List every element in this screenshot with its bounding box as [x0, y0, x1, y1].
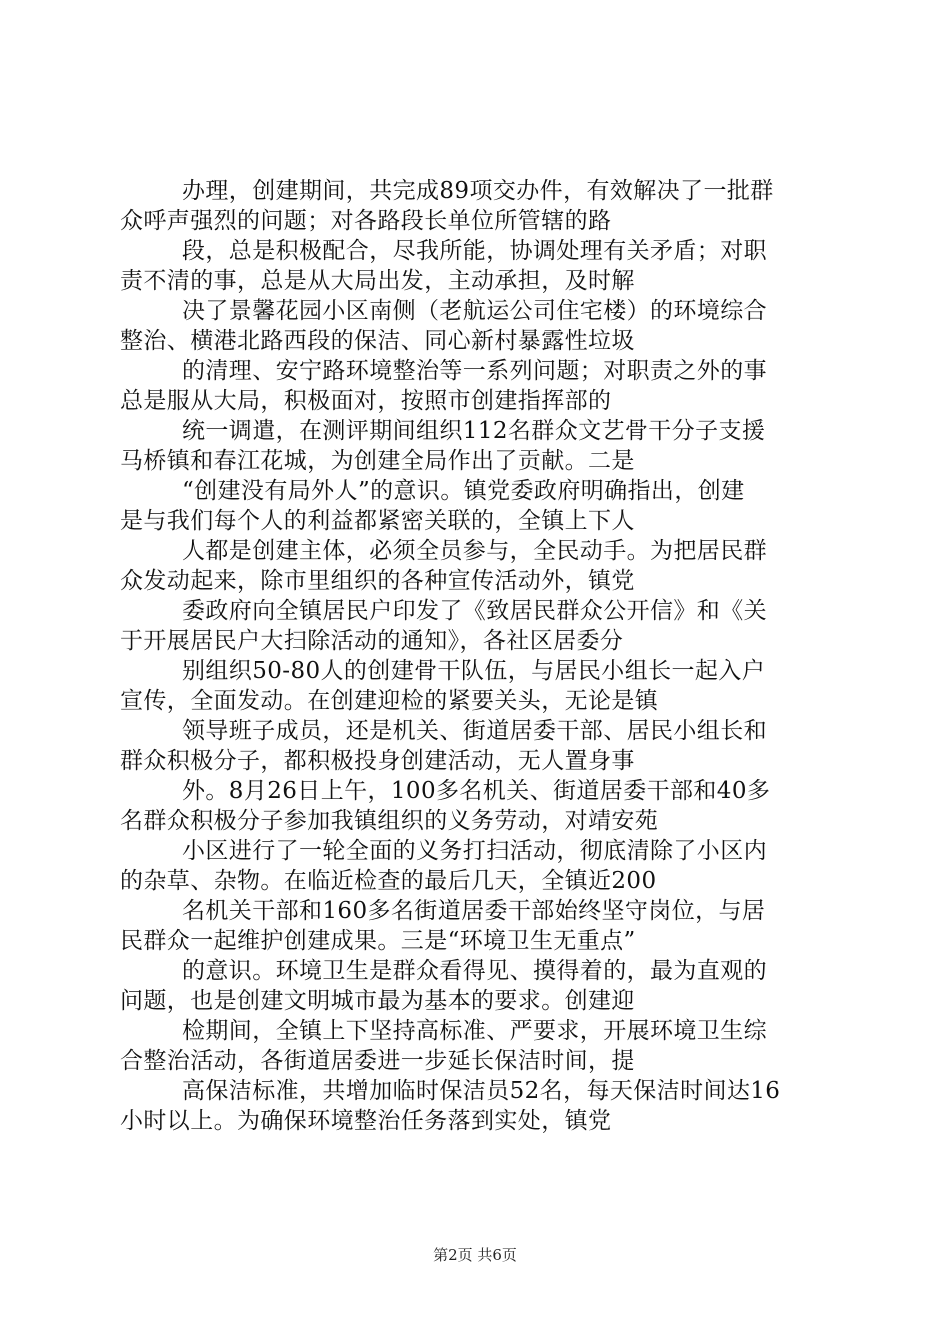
- paragraph-6: [120, 476, 840, 536]
- paragraph-line: 总是服从大局，积极面对，按照市创建指挥部的: [120, 388, 612, 414]
- paragraph-line: 名机关干部和160多名街道居委干部始终坚守岗位，与居: [182, 898, 766, 924]
- paragraph-14: [120, 956, 840, 1016]
- paragraph-line: 整治、横港北路西段的保洁、同心新村暴露性垃圾: [120, 328, 635, 354]
- paragraph-line: 问题，也是创建文明城市最为基本的要求。创建迎: [120, 988, 635, 1014]
- paragraph-line: 责不清的事，总是从大局出发，主动承担，及时解: [120, 268, 635, 294]
- document-body: [120, 176, 840, 1136]
- paragraph-2: [120, 236, 840, 296]
- paragraph-line: 众呼声强烈的问题；对各路段长单位所管辖的路: [120, 208, 612, 234]
- paragraph-line: 群众积极分子，都积极投身创建活动，无人置身事: [120, 748, 635, 774]
- paragraph-line: 人都是创建主体，必须全员参与，全民动手。为把居民群: [182, 538, 767, 564]
- paragraph-15: [120, 1016, 840, 1076]
- paragraph-line: 的杂草、杂物。在临近检查的最后几天，全镇近200: [120, 868, 657, 894]
- paragraph-line: 检期间，全镇上下坚持高标准、严要求，开展环境卫生综: [182, 1018, 767, 1044]
- paragraph-line: 的清理、安宁路环境整治等一系列问题；对职责之外的事: [182, 358, 767, 384]
- paragraph-line: 是与我们每个人的利益都紧密关联的，全镇上下人: [120, 508, 635, 534]
- paragraph-line: 别组织50-80人的创建骨干队伍，与居民小组长一起入户: [182, 658, 766, 684]
- paragraph-4: [120, 356, 840, 416]
- paragraph-11: [120, 776, 840, 836]
- paragraph-line: 统一调遣，在测评期间组织112名群众文艺骨干分子支援: [182, 418, 766, 444]
- paragraph-line: 外。8月26日上午，100多名机关、街道居委干部和40多: [182, 778, 771, 804]
- paragraph-10: [120, 716, 840, 776]
- paragraph-line: 宣传，全面发动。在创建迎检的紧要关头，无论是镇: [120, 688, 659, 714]
- paragraph-8: [120, 596, 840, 656]
- paragraph-line: 决了景馨花园小区南侧（老航运公司住宅楼）的环境综合: [182, 298, 767, 324]
- paragraph-line: 领导班子成员，还是机关、街道居委干部、居民小组长和: [182, 718, 767, 744]
- paragraph-line: 合整治活动，各街道居委进一步延长保洁时间，提: [120, 1048, 635, 1074]
- paragraph-9: [120, 656, 840, 716]
- paragraph-line: 马桥镇和春江花城，为创建全局作出了贡献。二是: [120, 448, 635, 474]
- paragraph-line: 委政府向全镇居民户印发了《致居民群众公开信》和《关: [182, 598, 767, 624]
- paragraph-line: 段，总是积极配合，尽我所能，协调处理有关矛盾；对职: [182, 238, 767, 264]
- paragraph-16: [120, 1076, 840, 1136]
- paragraph-1: [120, 176, 840, 236]
- paragraph-line: 名群众积极分子参加我镇组织的义务劳动，对靖安苑: [120, 808, 659, 834]
- paragraph-5: [120, 416, 840, 476]
- paragraph-line: 小时以上。为确保环境整治任务落到实处，镇党: [120, 1108, 612, 1134]
- paragraph-line: 办理，创建期间，共完成89项交办件，有效解决了一批群: [182, 178, 774, 204]
- paragraph-line: 众发动起来，除市里组织的各种宣传活动外，镇党: [120, 568, 635, 594]
- paragraph-line: “创建没有局外人”的意识。镇党委政府明确指出，创建: [182, 478, 745, 504]
- paragraph-line: 的意识。环境卫生是群众看得见、摸得着的，最为直观的: [182, 958, 767, 984]
- paragraph-13: [120, 896, 840, 956]
- paragraph-3: [120, 296, 840, 356]
- page-number-footer: 第2页 共6页: [433, 1246, 517, 1264]
- paragraph-line: 高保洁标准，共增加临时保洁员52名，每天保洁时间达16: [182, 1078, 781, 1104]
- paragraph-line: 小区进行了一轮全面的义务打扫活动，彻底清除了小区内: [182, 838, 767, 864]
- paragraph-12: [120, 836, 840, 896]
- paragraph-line: 民群众一起维护创建成果。三是“环境卫生无重点”: [120, 928, 636, 954]
- paragraph-7: [120, 536, 840, 596]
- paragraph-line: 于开展居民户大扫除活动的通知》，各社区居委分: [120, 628, 624, 654]
